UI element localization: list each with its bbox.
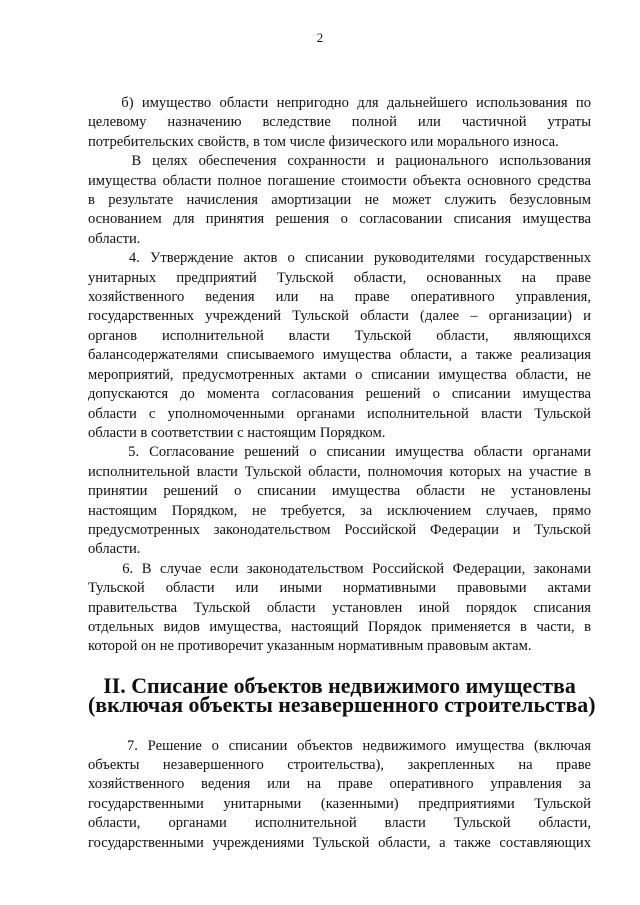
page-number: 2 [316, 30, 324, 45]
paragraph [88, 249, 591, 443]
paragraph-line: основанием для принятия решения о согласовании списания имущества [88, 211, 591, 228]
paragraph [88, 443, 591, 559]
paragraph-line: в результате начисления амортизации не может служить безусловным [88, 192, 591, 209]
paragraph-line: области с уполномоченными органами исполнительной власти Тульской [88, 405, 591, 422]
paragraph-line: Тульской области или иными нормативными правовыми актами [88, 580, 591, 597]
paragraph-line: органов исполнительной власти Тульской области, являющихся [88, 327, 591, 344]
paragraph-line: области. [88, 541, 141, 558]
spacer [88, 715, 591, 737]
paragraph-line: области, органами исполнительной власти Тульской области, [88, 815, 591, 832]
paragraph [88, 152, 591, 249]
paragraph-line: 5. Согласование решений о списании имущества области органами [88, 444, 591, 461]
paragraph-line: государственными учреждениями Тульской области, а также составляющих [88, 834, 591, 851]
paragraph-line: балансодержателями списываемого имущества области, а также реализация [88, 347, 591, 364]
paragraphs-before-section [88, 94, 591, 657]
paragraph-line: отдельных видов имущества, настоящий Порядок применяется в части, в [88, 618, 591, 635]
paragraph-line: предусмотренных законодательством Российской Федерации и Тульской [88, 521, 591, 538]
paragraph-line: хозяйственного ведения или на праве оперативного управления, [88, 289, 591, 306]
paragraph-line: области в соответствии с настоящим Порядком. [88, 424, 386, 441]
paragraph-line: объекты незавершенного строительства), закрепленных на праве [88, 757, 591, 773]
paragraph-line: 4. Утверждение актов о списании руководителями государственных [88, 250, 591, 267]
paragraph [88, 94, 591, 152]
paragraph-line: государственными унитарными (казенными) предприятиями Тульской [88, 795, 591, 812]
paragraph-line: области. [88, 230, 141, 247]
paragraphs-after-section [88, 737, 591, 853]
paragraph-line: потребительских свойств, в том числе физического или морального износа. [88, 133, 559, 150]
paragraph-line: правительства Тульской области установлен иной порядок списания [88, 599, 591, 616]
paragraph-line: мероприятий, предусмотренных актами о списании имущества области, не [88, 366, 591, 383]
paragraph-line: которой он не противоречит указанным нормативным правовым актам. [88, 638, 532, 655]
paragraph-line: б) имущество области непригодно для дальнейшего использования по [88, 95, 591, 111]
section-title-line-1: II. Списание объектов недвижимого имущества [103, 672, 576, 698]
paragraph-line: В целях обеспечения сохранности и рационального использования [88, 153, 591, 170]
paragraph-line: 6. В случае если законодательством Российской Федерации, законами [88, 560, 591, 577]
paragraph-line: исполнительной власти Тульской области, полномочия которых на участие в [88, 463, 591, 480]
paragraph-line: целевому назначению вследствие полной или частичной утраты [88, 114, 591, 131]
paragraph [88, 737, 591, 853]
section-title [88, 672, 596, 718]
paragraph-line: принятии решений о списании имущества области не установлены [88, 483, 591, 500]
paragraph-line: унитарных предприятий Тульской области, основанных на праве [88, 269, 591, 286]
paragraph-line: 7. Решение о списании объектов недвижимого имущества (включая [88, 737, 591, 754]
paragraph-line: настоящим Порядком, не требуется, за исключением случаев, прямо [88, 502, 591, 519]
document-body [88, 94, 596, 853]
paragraph-line: хозяйственного ведения или на праве оперативного управления за [88, 776, 591, 793]
paragraph-line: государственных учреждений Тульской области (далее – организации) и [88, 308, 591, 325]
paragraph-line: имущества области полное погашение стоимости объекта основного средства [88, 172, 591, 189]
paragraph [88, 560, 591, 657]
paragraph-line: допускаются до момента согласования решений о списании имущества [88, 386, 591, 403]
section-title-line-2: (включая объекты незавершенного строительства) [88, 692, 596, 718]
